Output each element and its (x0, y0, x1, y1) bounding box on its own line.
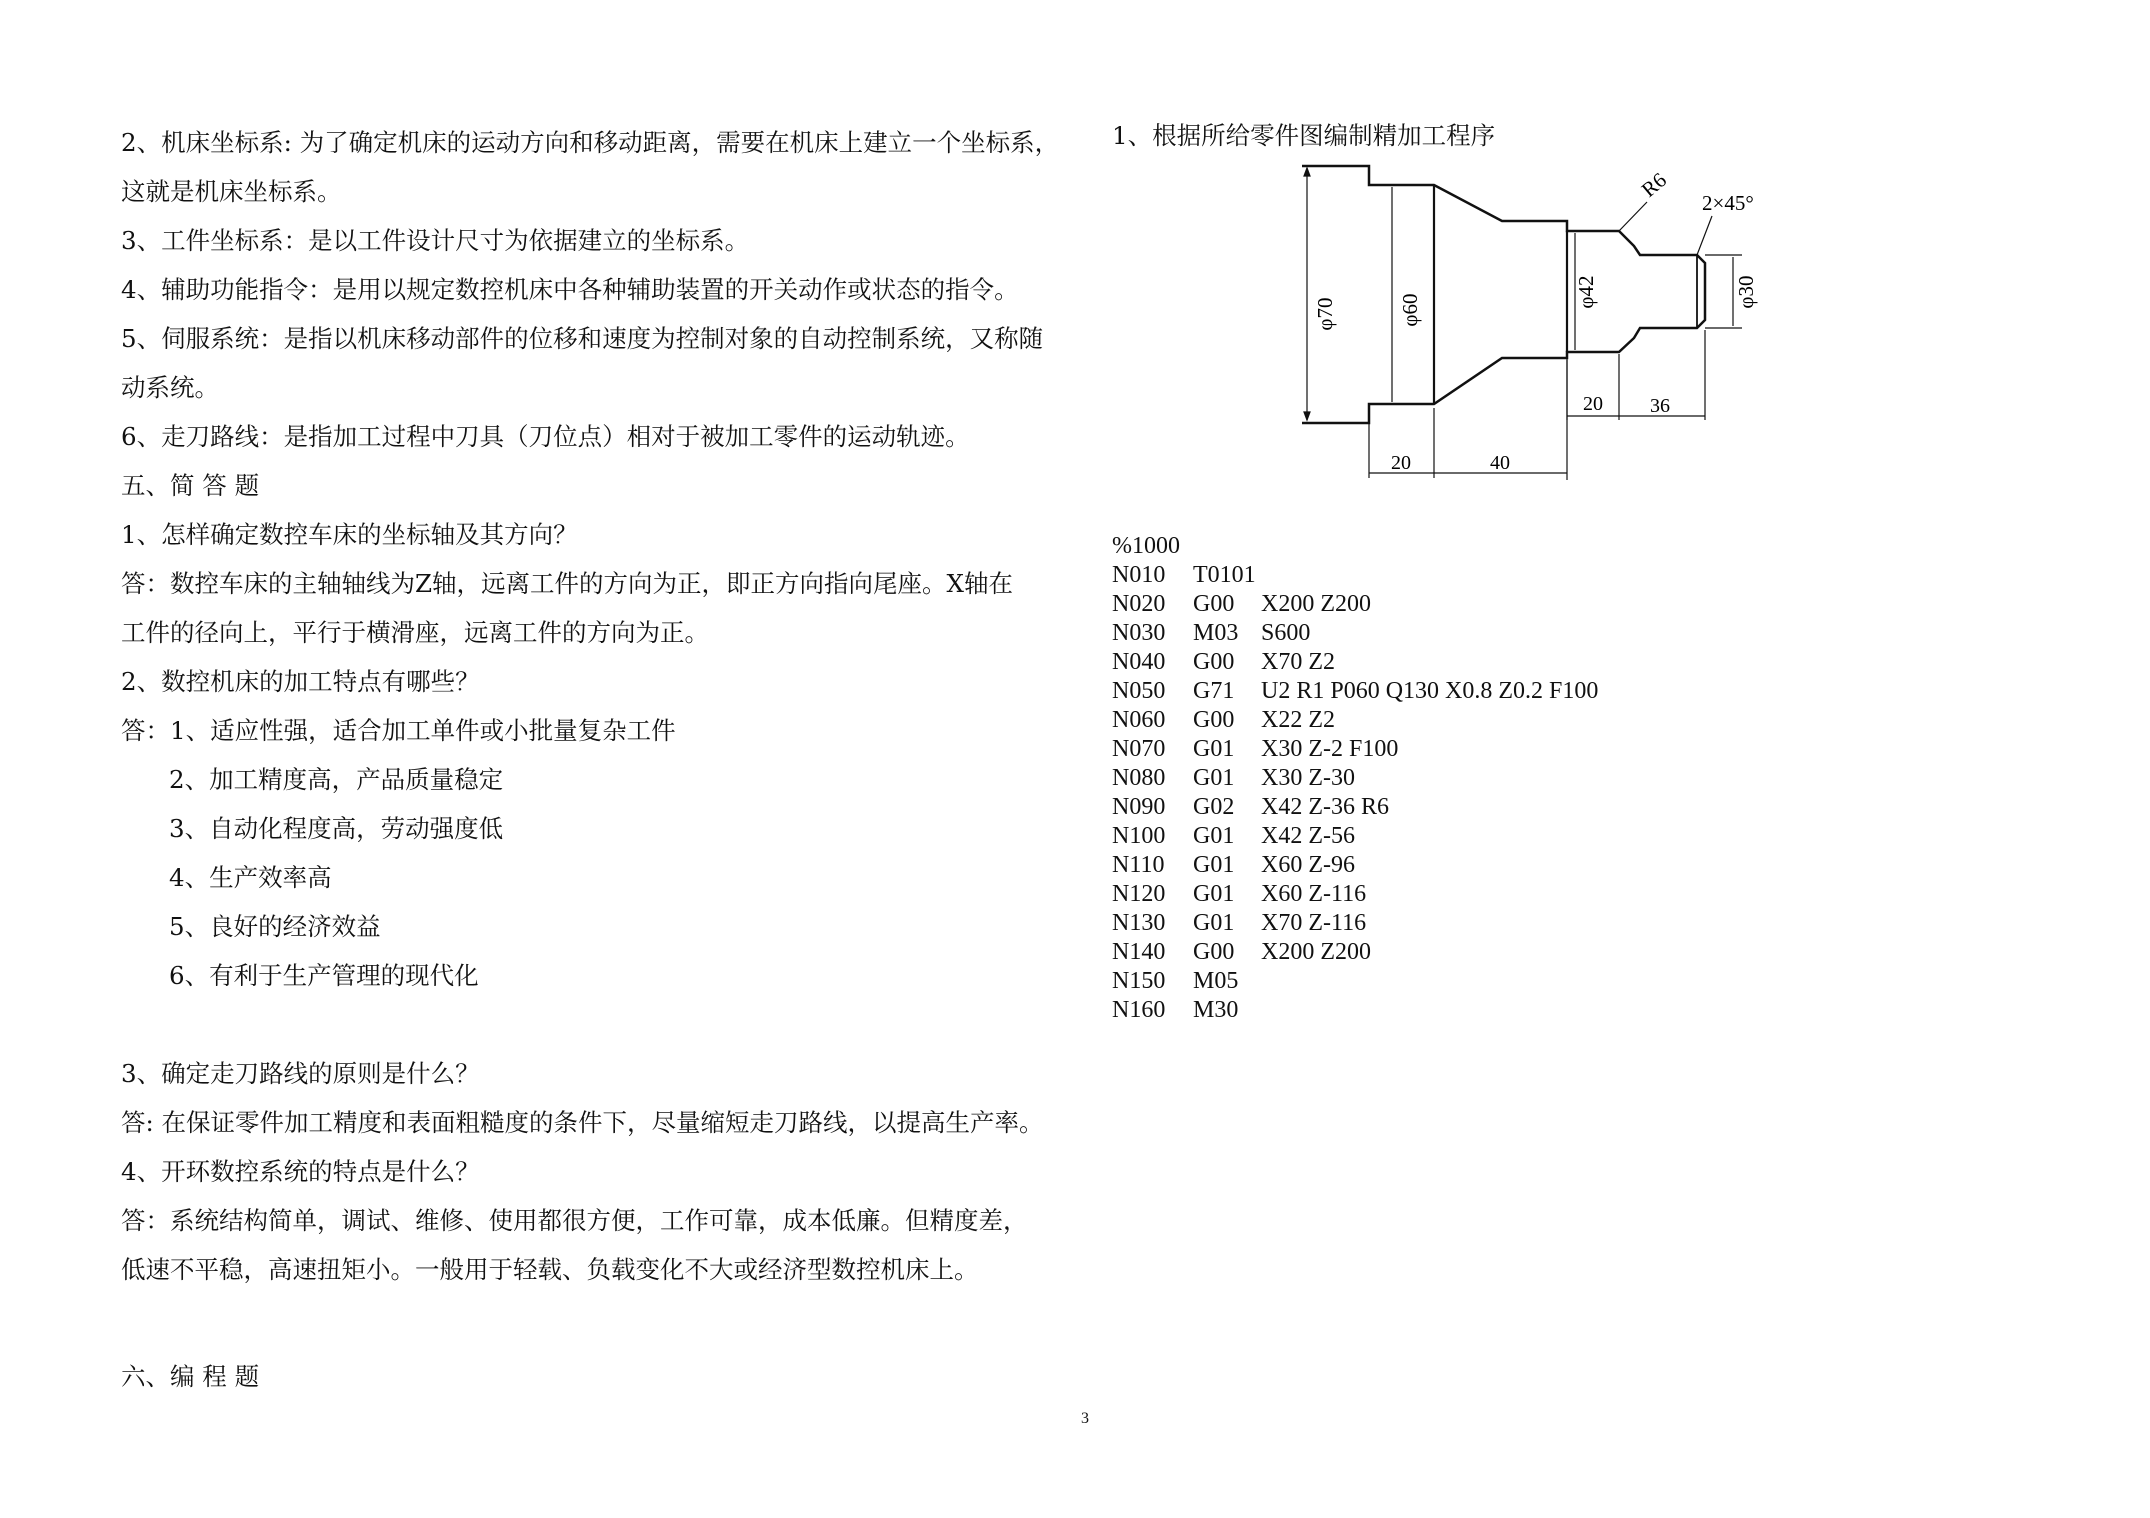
command-code: G01 (1193, 823, 1235, 849)
blank-line (121, 1000, 1071, 1049)
dim-phi30: φ30 (1734, 275, 1758, 309)
dim-phi42: φ42 (1574, 275, 1598, 309)
command-code: M03 (1193, 620, 1239, 646)
block-number: N060 (1112, 707, 1166, 733)
right-column (1112, 118, 2112, 1023)
text-line: 3、工件坐标系：是以工件设计尺寸为依据建立的坐标系。 (121, 226, 750, 255)
page-number: 3 (1081, 1410, 1089, 1427)
radius-label: R6 (1636, 167, 1671, 202)
command-args: X42 Z-56 (1261, 823, 1355, 849)
command-code: G01 (1193, 910, 1235, 936)
command-code: G00 (1193, 591, 1235, 617)
programming-question-title: 1、根据所给零件图编制精加工程序 (1112, 121, 1496, 150)
block-number: N160 (1112, 997, 1166, 1023)
command-args: X200 Z200 (1261, 939, 1371, 965)
block-number: N050 (1112, 678, 1166, 704)
block-number: N100 (1112, 823, 1166, 849)
dim-length-20-left: 20 (1391, 452, 1411, 474)
section-heading-5: 五、简 答 题 (121, 471, 260, 500)
command-code: T0101 (1193, 562, 1256, 588)
command-args: X70 Z2 (1261, 649, 1335, 675)
answer-line: 答: 在保证零件加工精度和表面粗糙度的条件下，尽量缩短走刀路线，以提高生产率。 (121, 1108, 1044, 1137)
text-line: 这就是机床坐标系。 (121, 177, 342, 206)
block-number: N150 (1112, 968, 1166, 994)
command-args: U2 R1 P060 Q130 X0.8 Z0.2 F100 (1261, 678, 1599, 704)
answer-line: 工件的径向上，平行于横滑座，远离工件的方向为正。 (121, 618, 709, 647)
command-code: G01 (1193, 852, 1235, 878)
command-args: X70 Z-116 (1261, 910, 1367, 936)
question-1: 1、怎样确定数控车床的坐标轴及其方向？ (121, 520, 578, 549)
dim-length-36: 36 (1650, 395, 1670, 417)
command-code: G00 (1193, 939, 1235, 965)
dim-phi60: φ60 (1398, 293, 1422, 327)
program-number: %1000 (1112, 533, 1180, 559)
command-code: G01 (1193, 765, 1235, 791)
answer-list-item: 5、良好的经济效益 (169, 912, 381, 941)
command-code: M05 (1193, 968, 1239, 994)
command-code: G71 (1193, 678, 1235, 704)
dim-length-20-right: 20 (1583, 393, 1603, 415)
text-line: 6、走刀路线：是指加工过程中刀具（刀位点）相对于被加工零件的运动轨迹。 (121, 422, 970, 451)
command-args: X30 Z-30 (1261, 765, 1355, 791)
command-code: G02 (1193, 794, 1235, 820)
command-code: G01 (1193, 736, 1235, 762)
text-line: 5、伺服系统：是指以机床移动部件的位移和速度为控制对象的自动控制系统，又称随 (121, 324, 1044, 353)
command-args: X60 Z-116 (1261, 881, 1367, 907)
command-code: G00 (1193, 649, 1235, 675)
block-number: N010 (1112, 562, 1166, 588)
command-args: X60 Z-96 (1261, 852, 1355, 878)
command-code: G01 (1193, 881, 1235, 907)
answer-list-item: 6、有利于生产管理的现代化 (169, 961, 479, 990)
dim-length-40: 40 (1490, 452, 1510, 474)
part-drawing (1302, 158, 2002, 498)
answer-list-item: 2、加工精度高，产品质量稳定 (169, 765, 504, 794)
text-line: 4、辅助功能指令：是用以规定数控机床中各种辅助装置的开关动作或状态的指令。 (121, 275, 1019, 304)
answer-list-item: 4、生产效率高 (169, 863, 332, 892)
command-args: X30 Z-2 F100 (1261, 736, 1399, 762)
block-number: N020 (1112, 591, 1166, 617)
dim-phi70: φ70 (1313, 297, 1337, 331)
answer-line: 答：数控车床的主轴轴线为Z轴，远离工件的方向为正，即正方向指向尾座。X轴在 (121, 569, 1013, 598)
block-number: N040 (1112, 649, 1166, 675)
text-line: 2、机床坐标系: 为了确定机床的运动方向和移动距离，需要在机床上建立一个坐标系， (121, 128, 1060, 157)
section-heading-6: 六、编 程 题 (121, 1362, 260, 1391)
block-number: N110 (1112, 852, 1165, 878)
block-number: N120 (1112, 881, 1166, 907)
answer-line: 低速不平稳，高速扭矩小。一般用于轻载、负载变化不大或经济型数控机床上。 (121, 1255, 979, 1284)
block-number: N090 (1112, 794, 1166, 820)
block-number: N140 (1112, 939, 1166, 965)
text-line: 动系统。 (121, 373, 219, 402)
command-args: X200 Z200 (1261, 591, 1371, 617)
question-2: 2、数控机床的加工特点有哪些？ (121, 667, 480, 696)
left-column (121, 118, 1071, 1401)
command-args: X22 Z2 (1261, 707, 1335, 733)
answer-list-item: 3、自动化程度高，劳动强度低 (169, 814, 504, 843)
command-args: X42 Z-36 R6 (1261, 794, 1389, 820)
block-number: N070 (1112, 736, 1166, 762)
answer-line: 答：系统结构简单，调试、维修、使用都很方便，工作可靠，成本低廉。但精度差， (121, 1206, 1028, 1235)
block-number: N130 (1112, 910, 1166, 936)
question-3: 3、确定走刀路线的原则是什么？ (121, 1059, 480, 1088)
command-args: S600 (1261, 620, 1311, 646)
block-number: N080 (1112, 765, 1166, 791)
chamfer-label: 2×45° (1702, 191, 1754, 215)
command-code: M30 (1193, 997, 1239, 1023)
command-code: G00 (1193, 707, 1235, 733)
question-4: 4、开环数控系统的特点是什么？ (121, 1157, 480, 1186)
answer-line: 答：1、适应性强，适合加工单件或小批量复杂工件 (121, 716, 676, 745)
block-number: N030 (1112, 620, 1166, 646)
